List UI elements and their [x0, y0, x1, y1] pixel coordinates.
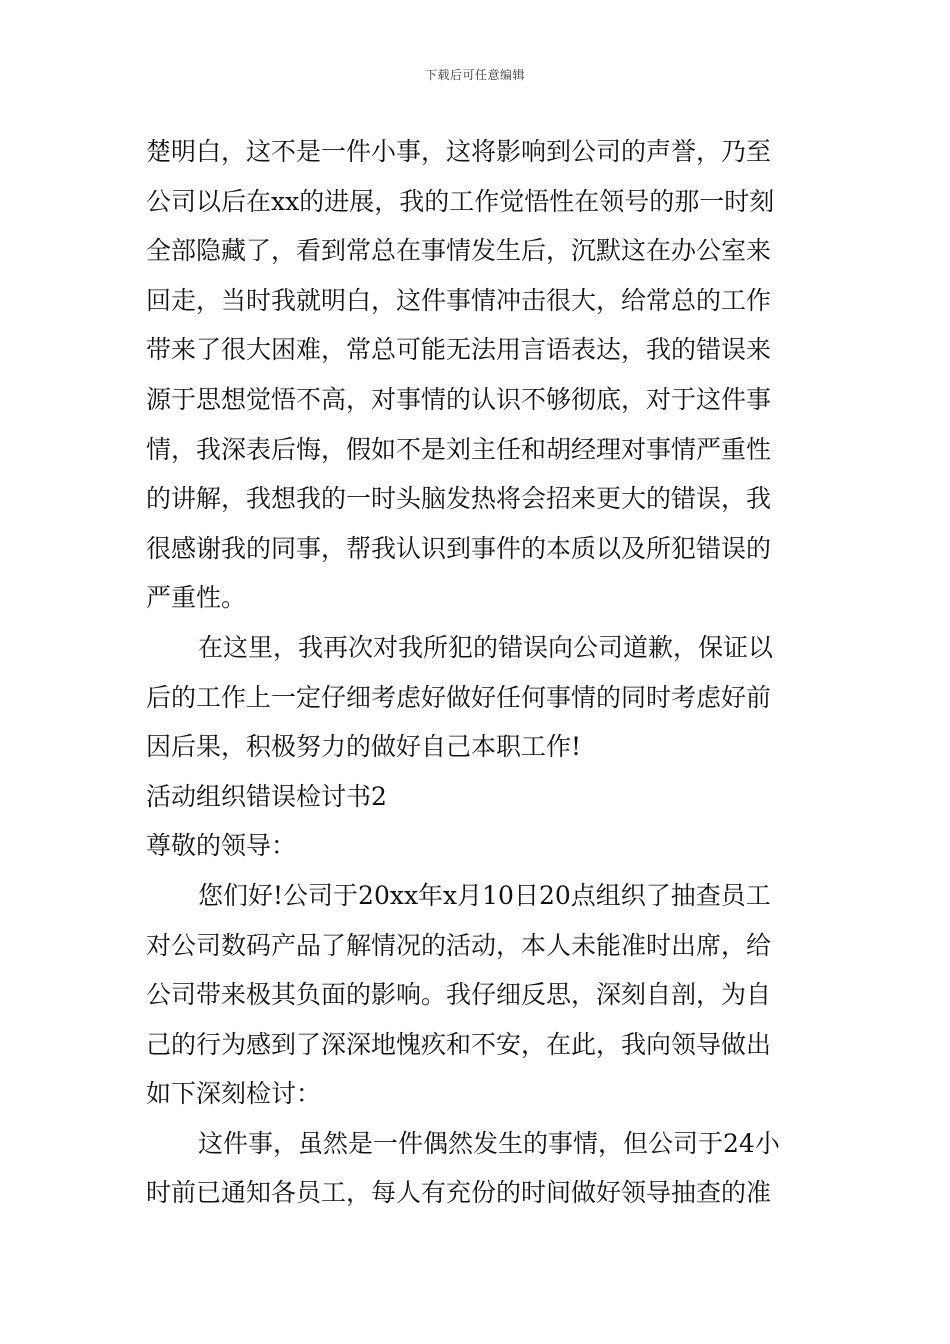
text-line: 的讲解，我想我的一时头脑发热将会招来更大的错误，我	[146, 484, 772, 514]
text-line: 回走，当时我就明白，这件事情冲击很大，给常总的工作	[146, 285, 772, 315]
paragraph-start-line: 在这里，我再次对我所犯的错误向公司道歉，保证以	[198, 632, 774, 662]
paragraph-start-line: 这件事，虽然是一件偶然发生的事情，但公司于24小	[198, 1128, 780, 1158]
text-line: 很感谢我的同事，帮我认识到事件的本质以及所犯错误的	[146, 533, 772, 563]
text-line: 情，我深表后悔，假如不是刘主任和胡经理对事情严重性	[146, 434, 772, 464]
text-line: 源于思想觉悟不高，对事情的认识不够彻底，对于这件事	[146, 384, 772, 414]
text-line: 对公司数码产品了解情况的活动，本人未能准时出席，给	[146, 930, 772, 960]
text-line: 楚明白，这不是一件小事，这将影响到公司的声誉，乃至	[146, 137, 772, 166]
text-line: 后的工作上一定仔细考虑好做好任何事情的同时考虑好前	[146, 682, 772, 712]
paragraph-start-line: 您们好!公司于20xx年x月10日20点组织了抽查员工	[198, 880, 771, 910]
section-title: 活动组织错误检讨书2	[146, 781, 387, 811]
text-line: 公司以后在xx的进展，我的工作觉悟性在领号的那一时刻	[146, 186, 775, 216]
page-header: 下载后可任意编辑	[424, 68, 525, 82]
text-line: 如下深刻检讨：	[146, 1079, 322, 1109]
text-line: 严重性。	[146, 583, 247, 613]
text-line: 公司带来极其负面的影响。我仔细反思，深刻自剖，为自	[146, 980, 772, 1010]
text-line: 全部隐藏了，看到常总在事情发生后，沉默这在办公室来	[146, 236, 772, 266]
text-line: 带来了很大困难，常总可能无法用言语表达，我的错误来	[146, 335, 772, 365]
document-body	[146, 127, 811, 1218]
text-line: 己的行为感到了深深地愧疚和不安，在此，我向领导做出	[146, 1029, 772, 1059]
text-line: 因后果，积极努力的做好自己本职工作!	[146, 732, 582, 762]
salutation: 尊敬的领导：	[146, 831, 297, 861]
text-line: 时前已通知各员工，每人有充份的时间做好领导抽查的准	[146, 1178, 772, 1208]
